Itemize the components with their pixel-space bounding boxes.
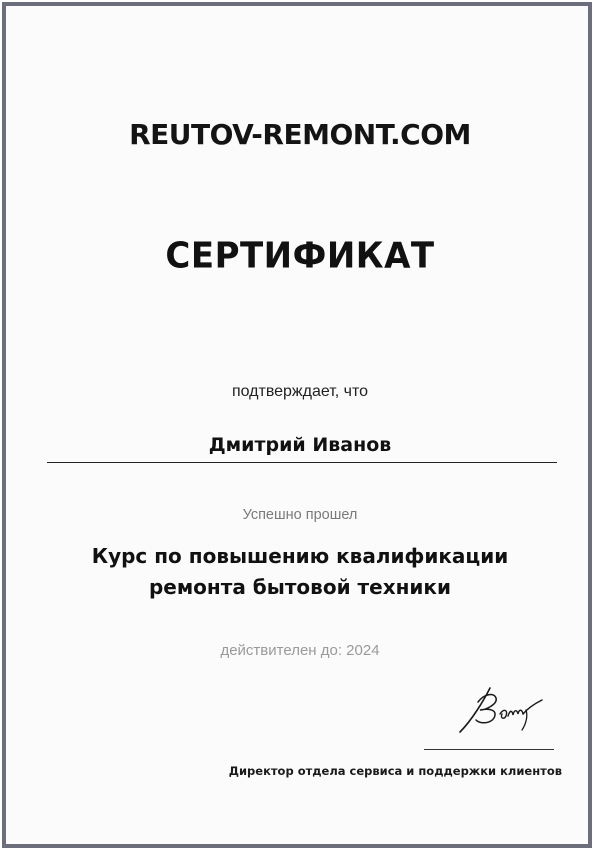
course-title-line-1: Курс по повышению квалификации: [91, 544, 509, 568]
recipient-name: Дмитрий Иванов: [208, 434, 392, 456]
confirms-text: подтверждает, что: [231, 383, 369, 400]
course-title: [0, 541, 600, 603]
certificate-title: СЕРТИФИКАТ: [165, 235, 435, 277]
recipient-underline: [47, 462, 557, 463]
course-title-line-2: ремонта бытовой техники: [148, 575, 452, 599]
valid-until-text: действителен до: 2024: [220, 642, 380, 659]
signature-image: [450, 680, 560, 736]
passed-text: Успешно прошел: [242, 507, 358, 523]
signer-title: Директор отдела сервиса и поддержки клиентов: [228, 764, 562, 778]
site-name: REUTOV-REMONT.COM: [129, 118, 471, 151]
signature-line: [424, 749, 554, 750]
